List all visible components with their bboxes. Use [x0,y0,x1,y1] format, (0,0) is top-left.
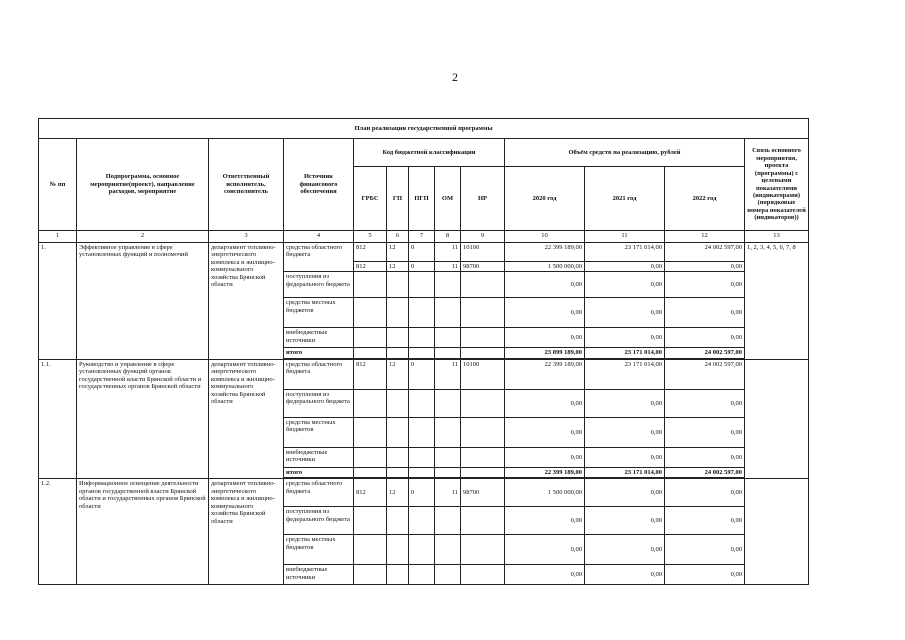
amount-2021: 0,00 [585,298,665,328]
col-number: 9 [461,231,505,243]
header-funds: Объём средств на реализацию, рублей [505,139,745,167]
om-code: 11 [435,479,461,507]
row-num: 1.2. [39,479,77,585]
header-subprogram: Подпрограмма, основное мероприятие(проект), направление расходов, мероприятие [77,139,209,231]
gp-code: 12 [387,243,409,262]
table-title: План реализации государственной программы [39,119,809,139]
amount-2021: 23 171 014,00 [585,359,665,389]
amount-2020: 0,00 [505,389,585,417]
pgp-code: 0 [409,243,435,262]
source-local: средства местных бюджетов [284,417,354,447]
om-code: 11 [435,243,461,262]
header-responsible: Ответственный исполнитель, соисполнитель [209,139,284,231]
amount-2020: 0,00 [505,565,585,585]
row-num: 1. [39,243,77,360]
col-number: 10 [505,231,585,243]
amount-2020: 22 399 189,00 [505,359,585,389]
col-number: 13 [745,231,809,243]
amount-2020: 0,00 [505,298,585,328]
header-gp: ГП [387,167,409,231]
header-om: ОМ [435,167,461,231]
nr-code: 10100 [461,359,505,389]
amount-2020: 0,00 [505,447,585,467]
header-2022: 2022 год [665,167,745,231]
amount-2022: 0,00 [665,535,745,565]
indicator-link: 1, 2, 3, 4, 5, 6, 7, 8 [745,243,809,360]
col-number: 1 [39,231,77,243]
total-2020: 23 899 189,00 [505,348,585,358]
total-2021: 23 171 014,00 [585,348,665,358]
amount-2022: 0,00 [665,262,745,272]
amount-2021: 23 171 014,00 [585,243,665,262]
page-number: 2 [452,70,458,84]
amount-2022: 24 002 597,00 [665,243,745,262]
grbs-code: 812 [354,479,387,507]
measure-name: Руководство и управление в сфере установленных функций органов государственной власти Брянской области и государственных органов Брянской области [77,359,209,478]
header-pgp: ПГП [409,167,435,231]
responsible-executor: департамент топливно-энергетического комплекса и жилищно-коммунального хозяйства Брянской области [209,479,284,585]
amount-2022: 0,00 [665,417,745,447]
amount-2022: 24 002 597,00 [665,359,745,389]
amount-2022: 0,00 [665,272,745,298]
column-numbers-row [39,231,809,243]
amount-2021: 0,00 [585,565,665,585]
amount-2021: 0,00 [585,479,665,507]
header-2021: 2021 год [585,167,665,231]
source-offbudget: внебюджетные источники [284,565,354,585]
table-row [39,243,809,262]
amount-2022: 0,00 [665,389,745,417]
row-num: 1.1. [39,359,77,478]
amount-2020: 0,00 [505,535,585,565]
source-federal: поступления из федерального бюджета [284,389,354,417]
amount-2022: 0,00 [665,328,745,348]
amount-2020: 0,00 [505,507,585,535]
col-number: 11 [585,231,665,243]
nr-code: 10100 [461,243,505,262]
amount-2020: 0,00 [505,328,585,348]
grbs-code: 812 [354,359,387,389]
amount-2020: 1 500 000,00 [505,262,585,272]
nr-code: 98700 [461,262,505,272]
amount-2022: 0,00 [665,507,745,535]
responsible-executor: департамент топливно-энергетического комплекса и жилищно-коммунального хозяйства Брянской области [209,243,284,360]
amount-2021: 0,00 [585,389,665,417]
total-2022: 24 002 597,00 [665,467,745,477]
amount-2021: 0,00 [585,417,665,447]
responsible-executor: департамент топливно-энергетического комплекса и жилищно-коммунального хозяйства Брянской области [209,359,284,478]
source-federal: поступления из федерального бюджета [284,272,354,298]
header-grbs: ГРБС [354,167,387,231]
amount-2020: 0,00 [505,417,585,447]
amount-2022: 0,00 [665,565,745,585]
amount-2020: 0,00 [505,272,585,298]
grbs-code: 812 [354,262,387,272]
total-2020: 22 399 189,00 [505,467,585,477]
source-total: итого [284,467,354,477]
amount-2020: 1 500 000,00 [505,479,585,507]
measure-name: Информационное освещение деятельности органов государственной власти Брянской области и государственных органов Брянской области [77,479,209,585]
header-link: Связь основного мероприятия, проекта (программы) с целевыми показателями (индикаторами) (порядковые номера показателей (индикаторов)) [745,139,809,231]
header-nr: НР [461,167,505,231]
header-source: Источник финансового обеспечения [284,139,354,231]
source-offbudget: внебюджетные источники [284,447,354,467]
source-regional: средства областного бюджета [284,359,354,389]
header-budget-codes: Код бюджетной классификации [354,139,505,167]
total-2021: 23 171 014,00 [585,467,665,477]
col-number: 7 [409,231,435,243]
col-number: 2 [77,231,209,243]
indicator-link [745,359,809,478]
source-regional: средства областного бюджета [284,479,354,507]
source-offbudget: внебюджетные источники [284,328,354,348]
header-2020: 2020 год [505,167,585,231]
col-number: 3 [209,231,284,243]
amount-2022: 0,00 [665,479,745,507]
pgp-code: 0 [409,359,435,389]
source-local: средства местных бюджетов [284,298,354,328]
amount-2021: 0,00 [585,507,665,535]
source-regional: средства областного бюджета [284,243,354,272]
gp-code: 12 [387,359,409,389]
col-number: 5 [354,231,387,243]
source-total: итого [284,348,354,358]
table-row [39,359,809,389]
om-code: 11 [435,262,461,272]
col-number: 12 [665,231,745,243]
gp-code: 12 [387,262,409,272]
amount-2021: 0,00 [585,262,665,272]
nr-code: 98700 [461,479,505,507]
source-federal: поступления из федерального бюджета [284,507,354,535]
amount-2021: 0,00 [585,535,665,565]
amount-2022: 0,00 [665,298,745,328]
amount-2021: 0,00 [585,272,665,298]
grbs-code: 812 [354,243,387,262]
om-code: 11 [435,359,461,389]
col-number: 8 [435,231,461,243]
amount-2021: 0,00 [585,447,665,467]
program-plan-table [38,118,809,585]
indicator-link [745,479,809,585]
col-number: 6 [387,231,409,243]
amount-2022: 0,00 [665,447,745,467]
table-row [39,479,809,507]
header-num: № пп [39,139,77,231]
amount-2021: 0,00 [585,328,665,348]
source-local: средства местных бюджетов [284,535,354,565]
total-2022: 24 002 597,00 [665,348,745,358]
amount-2020: 22 399 189,00 [505,243,585,262]
measure-name: Эффективное управление в сфере установленных функций и полномочий [77,243,209,360]
col-number: 4 [284,231,354,243]
gp-code: 12 [387,479,409,507]
pgp-code: 0 [409,479,435,507]
pgp-code: 0 [409,262,435,272]
